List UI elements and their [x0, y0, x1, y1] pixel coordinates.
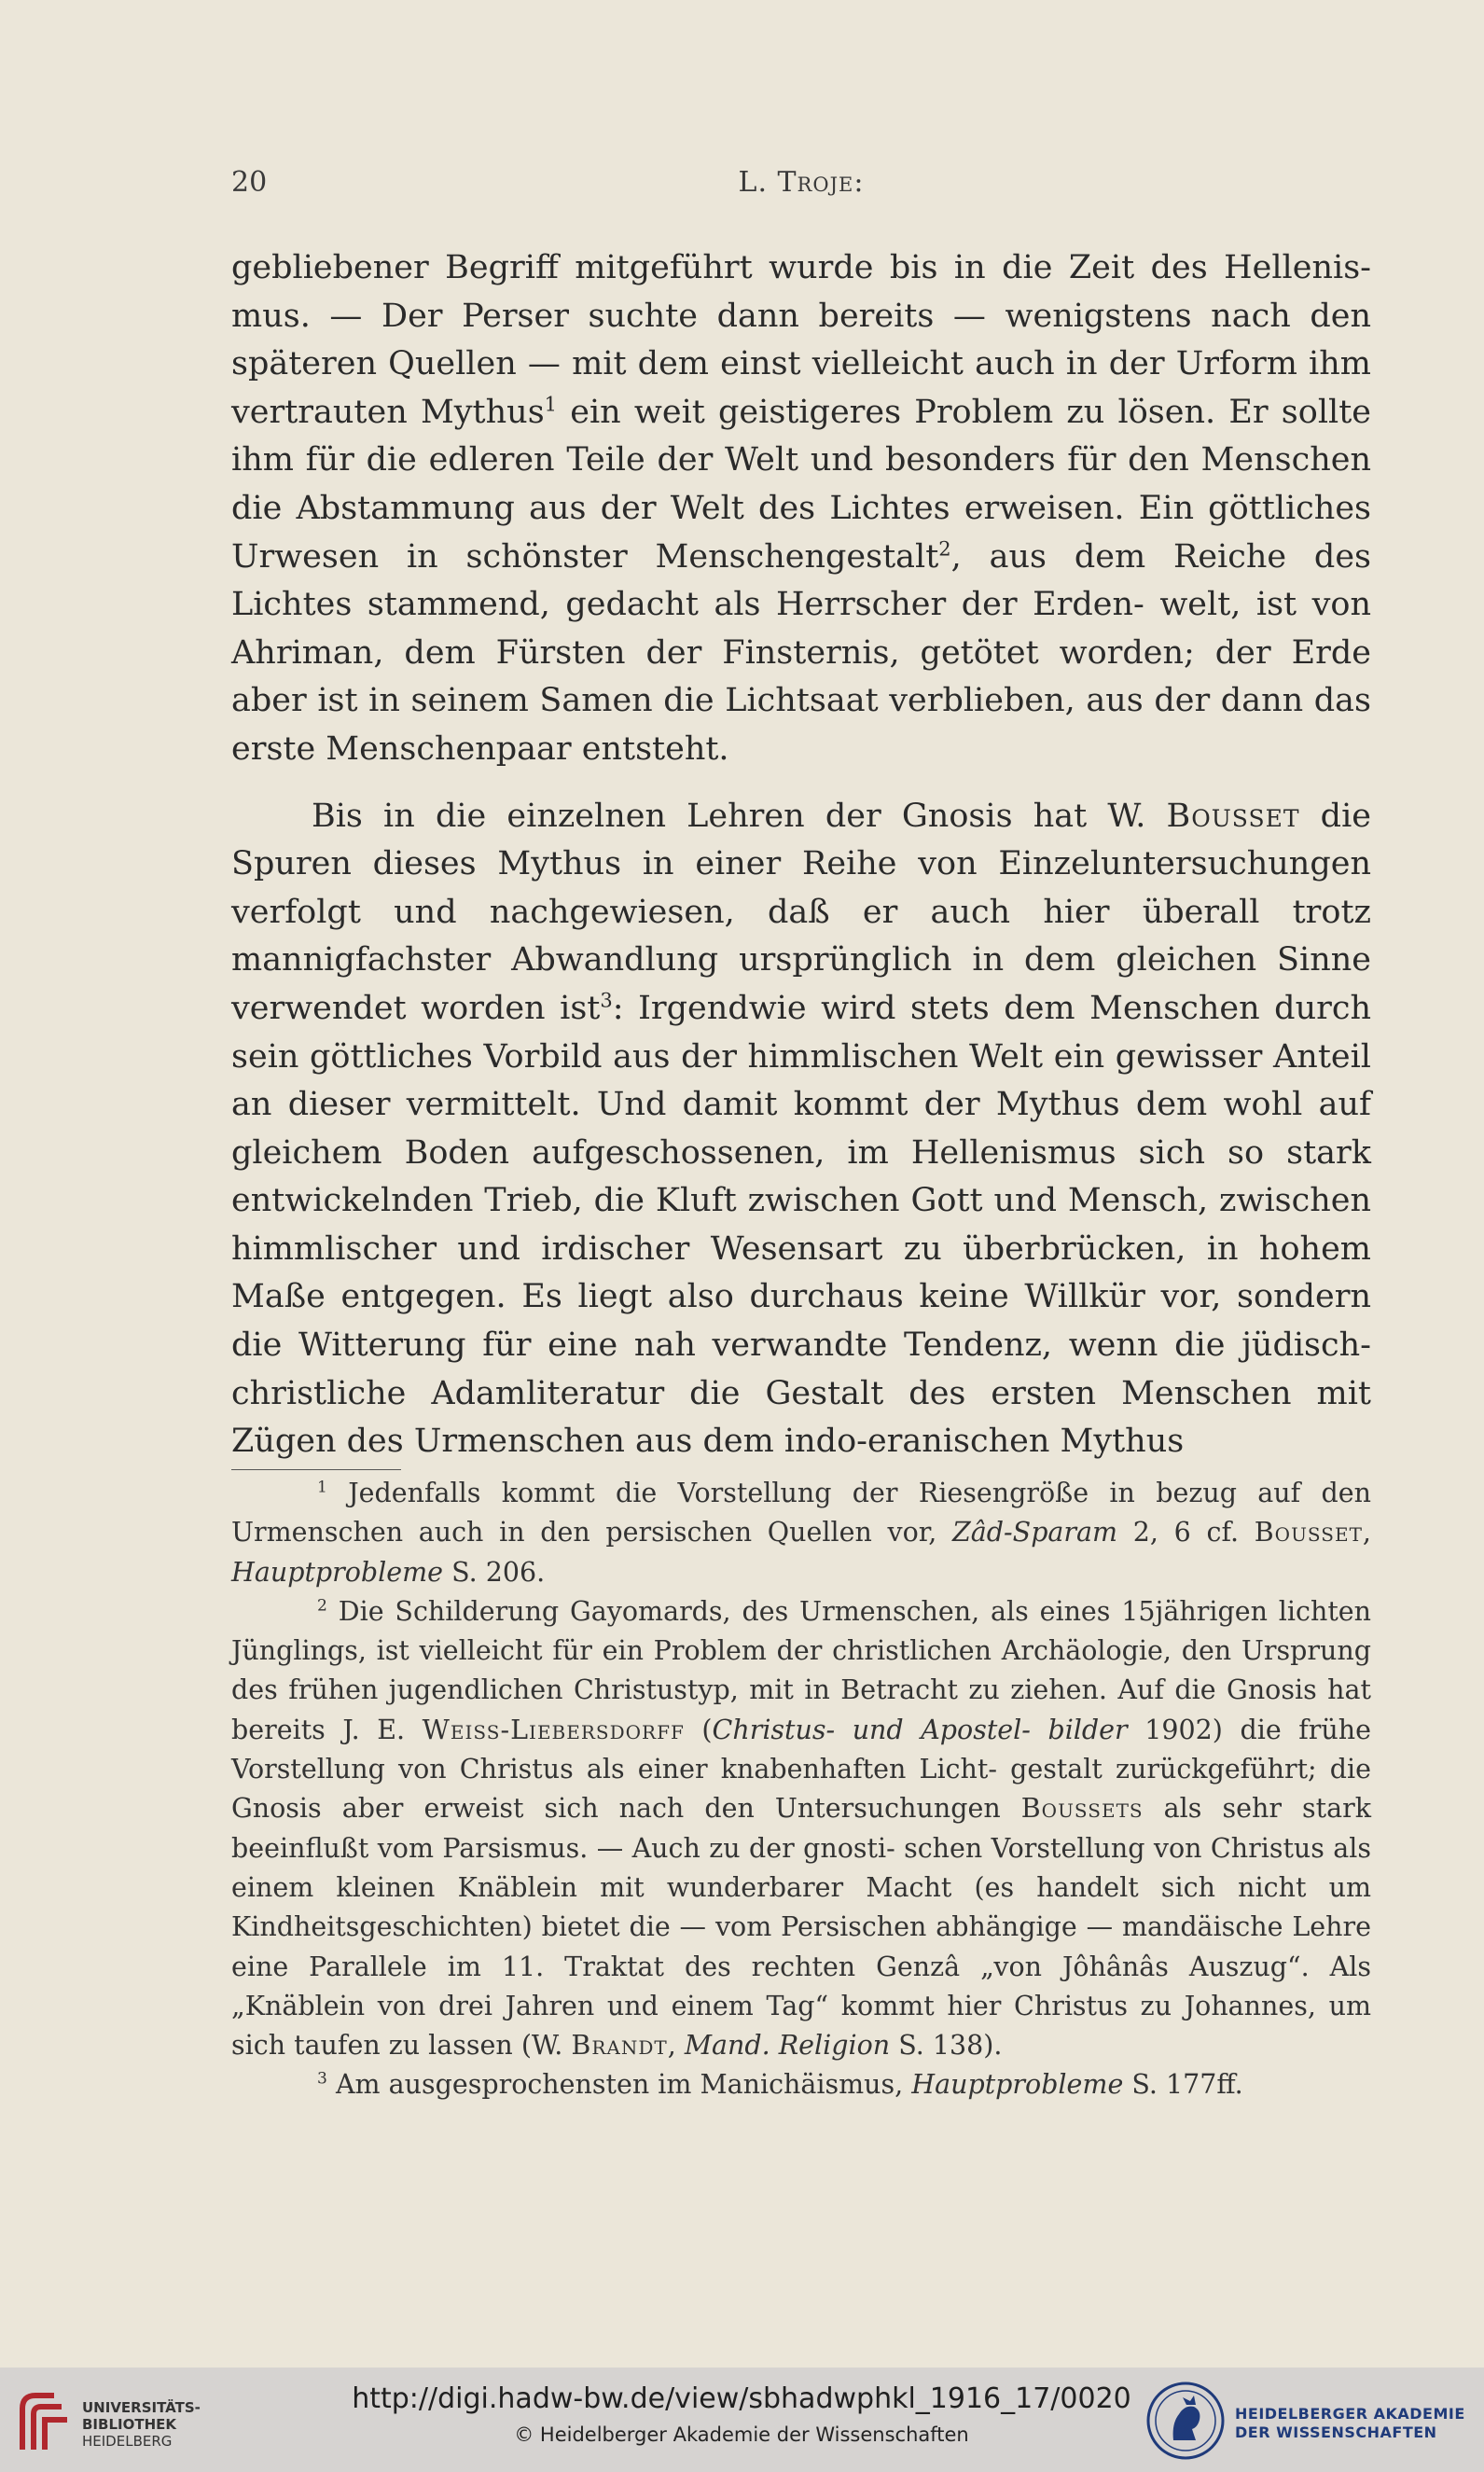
paragraph: gebliebener Begriff mitgeführt wurde bis in die Zeit des Hellenis- mus. — Der Perser suchte dann bereits — wenigstens nach den späteren Quellen — mit dem einst vielleicht auch in der Urform ihm vertrauten Mythus$^1$ ein weit geistigeres Problem zu lösen. Er sollte ihm für die edleren Teile der Welt und besonders für den Menschen die Abstammung aus der Welt des Lichtes erweisen. Ein göttliches Urwesen in schönster Menschengestalt$^2$, aus dem Reiche des Lichtes stammend, gedacht als Herrscher der Erden- welt, ist von Ahriman, dem Fürsten der Finsternis, getötet worden; der Erde aber ist in seinem Samen die Lichtsaat verblieben, aus der dann das erste Menschenpaar entsteht. [231, 249, 1372, 768]
ub-emblem-icon [13, 2390, 75, 2455]
footnote-ref[interactable]: 3 [600, 989, 613, 1012]
footer-center [261, 2381, 1222, 2446]
footnotes [231, 1474, 1371, 2105]
permalink-url[interactable]: http://digi.hadw-bw.de/view/sbhadwphkl_1916_17/0020 [352, 2382, 1131, 2415]
footnote: $^1$ Jedenfalls kommt die Vorstellung der Riesengröße in bezug auf den Urmenschen auch in den persischen Quellen vor, Zâd-Sparam 2, 6 cf. Bousset, Hauptprobleme S. 206. [231, 1478, 1371, 1588]
academy-seal-icon [1145, 2381, 1226, 2461]
author-name: Bousset [1166, 797, 1300, 835]
viewer-footer [0, 2368, 1484, 2472]
footnote: $^2$ Die Schilderung Gayomards, des Urmenschen, als eines 15jährigen lichten Jünglings, ist vielleicht für ein Problem der christlichen Archäologie, den Ursprung des frühen jugendlichen Christustyp, mit in Betracht zu ziehen. Auf die Gnosis hat bereits J. E. Weiss-Liebersdorff (Christus- und Apostel- bilder 1902) die frühe Vorstellung von Christus als einer knabenhaften Licht- gestalt zurückgeführt; die Gnosis aber erweist sich nach den Untersuchungen Boussets als sehr stark beeinflußt vom Parsismus. — Auch zu der gnosti- schen Vorstellung von Christus als einem kleinen Knäblein mit wunderbarer Macht (es handelt sich nicht um Kindheitsgeschichten) bietet die — vom Persischen abhängige — mandäische Lehre eine Parallele im 11. Traktat des rechten Genzâ „von Jôhânâs Auszug“. Als „Knäblein von drei Jahren und einem Tag“ kommt hier Christus zu Johannes, um sich taufen zu lassen (W. Brandt, Mand. Religion S. 138). [231, 1595, 1371, 2062]
footnote-ref[interactable]: 1 [544, 393, 558, 416]
footnote: $^3$ Am ausgesprochensten im Manichäismus, Hauptprobleme S. 177ff. [317, 2069, 1243, 2101]
page-number: 20 [231, 166, 268, 199]
footnote-ref[interactable]: 2 [938, 536, 951, 560]
university-library-name: UNIVERSITÄTS- BIBLIOTHEK HEIDELBERG [82, 2399, 201, 2450]
university-library-logo[interactable] [13, 2384, 201, 2459]
footnote-divider [231, 1469, 401, 1470]
body-text [231, 244, 1371, 1466]
running-head: L. Troje: [738, 166, 865, 199]
academy-logo[interactable] [1145, 2381, 1472, 2461]
page-header [231, 166, 1371, 203]
academy-name: HEIDELBERGER AKADEMIE DER WISSENSCHAFTEN [1235, 2405, 1465, 2441]
copyright-notice: © Heidelberger Akademie der Wissenschaften [514, 2423, 969, 2446]
paragraph: Bis in die einzelnen Lehren der Gnosis hat W. Bousset die Spuren dieses Mythus in einer Reihe von Einzeluntersuchungen verfolgt und nachgewiesen, daß er auch hier überall trotz mannigfachster Abwandlung ursprünglich in dem gleichen Sinne verwendet worden ist$^3$: Irgendwie wird stets dem Menschen durch sein göttliches Vorbild aus der himmlischen Welt ein gewisser Anteil an dieser vermittelt. Und damit kommt der Mythus dem wohl auf gleichem Boden aufgeschossenen, im Hellenismus sich so stark entwickelnden Trieb, die Kluft zwischen Gott und Mensch, zwischen himmlischer und irdischer Wesensart zu überbrücken, in hohem Maße entgegen. Es liegt also durchaus keine Willkür vor, sondern die Witterung für eine nah verwandte Tendenz, wenn die jüdisch-christliche Adamliteratur die Gestalt des ersten Menschen mit Zügen des Urmenschen aus dem indo-eranischen Mythus [231, 797, 1371, 1461]
